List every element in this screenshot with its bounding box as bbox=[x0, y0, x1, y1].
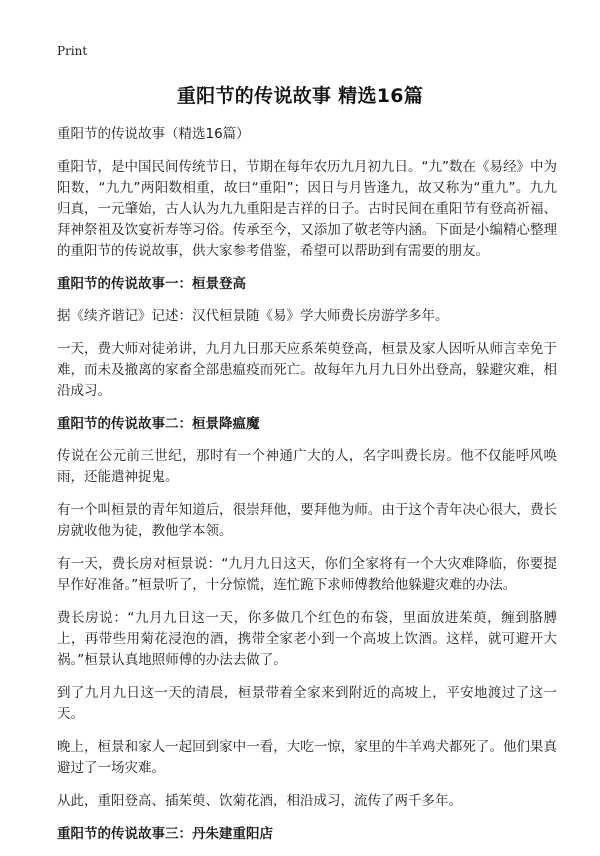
page-title: 重阳节的传说故事 精选16篇 bbox=[176, 85, 424, 107]
paragraph: 传说在公元前三世纪，那时有一个神通广大的人，名字叫费长房。他不仅能呼风唤雨，还能遣神捉鬼。 bbox=[57, 448, 557, 485]
print-link[interactable]: Print bbox=[57, 44, 88, 58]
paragraph: 晚上，桓景和家人一起回到家中一看，大吃一惊，家里的牛羊鸡犬都死了。他们果真避过了一场灾难。 bbox=[57, 739, 557, 776]
paragraph: 有一天，费长房对桓景说：“九月九日这天，你们全家将有一个大灾难降临，你要提早作好准备。”桓景听了，十分惊慌，连忙跪下求师傅教给他躲避灾难的办法。 bbox=[57, 556, 557, 593]
section-heading: 重阳节的传说故事二：桓景降瘟魔 bbox=[57, 416, 260, 432]
paragraph: 一天，费大师对徒弟讲，九月九日那天应系茱萸登高，桓景及家人因听从师言幸免于难，而未及撤离的家畜全部患瘟疫而死亡。故每年九月九日外出登高，躲避灾难，相沿成习。 bbox=[57, 341, 557, 399]
section-heading: 重阳节的传说故事一：桓景登高 bbox=[57, 276, 246, 292]
section-2 bbox=[57, 414, 557, 812]
section-1 bbox=[57, 274, 557, 402]
section-3 bbox=[57, 824, 557, 844]
paragraph: 到了九月九日这一天的清晨，桓景带着全家来到附近的高坡上，平安地渡过了这一天。 bbox=[57, 685, 557, 722]
intro-paragraph: 重阳节，是中国民间传统节日，节期在每年农历九月初九日。“九”数在《易经》中为阳数，“九九”两阳数相重，故曰“重阳”；因日与月皆逢九，故又称为“重九”。九九归真，一元肇始，古人认为九九重阳是吉祥的日子。古时民间在重阳节有登高祈福、拜神祭祖及饮宴祈寿等习俗。传承至今，又添加了敬老等内涵。下面是小编精心整理的重阳节的传说故事，供大家参考借鉴，希望可以帮助到有需要的朋友。 bbox=[57, 159, 557, 259]
paragraph: 有一个叫桓景的青年知道后，很崇拜他，要拜他为师。由于这个青年决心很大，费长房就收他为徒，教他学本领。 bbox=[57, 502, 557, 539]
article-subtitle: 重阳节的传说故事（精选16篇） bbox=[57, 126, 250, 142]
paragraph: 从此，重阳登高、插茱萸、饮菊花酒，相沿成习，流传了两千多年。 bbox=[57, 793, 462, 809]
section-heading: 重阳节的传说故事三：丹朱建重阳店 bbox=[57, 826, 273, 842]
paragraph: 据《续齐谐记》记述：汉代桓景随《易》学大师费长房游学多年。 bbox=[57, 308, 449, 324]
paragraph: 费长房说：“九月九日这一天，你多做几个红色的布袋，里面放进茱萸，缠到胳膊上，再带些用菊花浸泡的酒，携带全家老小到一个高坡上饮酒。这样，就可避开大祸。”桓景认真地照师傅的办法去做了。 bbox=[57, 610, 557, 668]
article-body bbox=[57, 124, 557, 856]
